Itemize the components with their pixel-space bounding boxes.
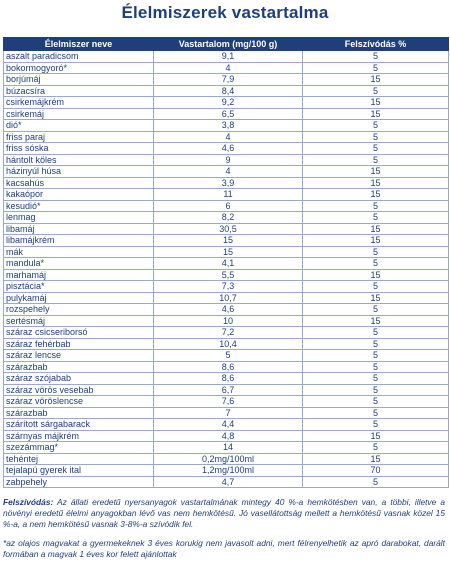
table-row <box>4 166 449 178</box>
cell-food-name: tehéntej <box>4 453 154 465</box>
absorption-text: Az állati eredetű nyersanyagok vastartalmának mintegy 40 %-a hemkötésben van, a többi, illetve a növényi eredetű élelmi anyagokban lévő vas nem hemkötésű. Jó vasellátottság mellett a hemkötésű vasnak közel 15 %-a, a nem hemkötésű vasnak 3-8%-a szívódik fel. <box>3 497 445 530</box>
cell-absorption: 15 <box>303 315 449 327</box>
cell-iron-content: 4,6 <box>154 143 303 155</box>
cell-food-name: tejalapú gyerek ital <box>4 465 154 477</box>
table-row <box>4 51 449 63</box>
cell-food-name: száraz lencse <box>4 350 154 362</box>
table-row <box>4 131 449 143</box>
cell-absorption: 15 <box>303 453 449 465</box>
table-row <box>4 74 449 86</box>
table-row <box>4 143 449 155</box>
cell-food-name: mandula* <box>4 258 154 270</box>
cell-food-name: kacsahús <box>4 177 154 189</box>
cell-iron-content: 7,3 <box>154 281 303 293</box>
cell-iron-content: 1,2mg/100ml <box>154 465 303 477</box>
cell-absorption: 15 <box>303 235 449 247</box>
cell-absorption: 5 <box>303 373 449 385</box>
table-row <box>4 476 449 488</box>
table-row <box>4 108 449 120</box>
cell-iron-content: 4,1 <box>154 258 303 270</box>
table-row <box>4 97 449 109</box>
cell-food-name: lenmag <box>4 212 154 224</box>
table-row <box>4 442 449 454</box>
cell-iron-content: 9 <box>154 154 303 166</box>
table-row <box>4 62 449 74</box>
cell-food-name: száraz vörös vesebab <box>4 384 154 396</box>
table-row <box>4 430 449 442</box>
table-row <box>4 235 449 247</box>
cell-food-name: száraz csicseriborsó <box>4 327 154 339</box>
cell-absorption: 5 <box>303 327 449 339</box>
cell-iron-content: 8,6 <box>154 361 303 373</box>
cell-absorption: 70 <box>303 465 449 477</box>
cell-iron-content: 7 <box>154 407 303 419</box>
cell-iron-content: 5 <box>154 350 303 362</box>
cell-food-name: friss paraj <box>4 131 154 143</box>
cell-food-name: csirkemáj <box>4 108 154 120</box>
iron-content-table <box>3 37 449 488</box>
table-row <box>4 327 449 339</box>
cell-absorption: 5 <box>303 407 449 419</box>
cell-iron-content: 0,2mg/100ml <box>154 453 303 465</box>
table-row <box>4 120 449 132</box>
table-row <box>4 212 449 224</box>
absorption-note <box>3 497 445 531</box>
cell-iron-content: 6,7 <box>154 384 303 396</box>
header-absorption: Felszívódás % <box>303 38 449 51</box>
cell-absorption: 5 <box>303 384 449 396</box>
cell-iron-content: 11 <box>154 189 303 201</box>
cell-absorption: 5 <box>303 338 449 350</box>
table-row <box>4 315 449 327</box>
table-row <box>4 384 449 396</box>
cell-food-name: száraz vöröslencse <box>4 396 154 408</box>
table-row <box>4 453 449 465</box>
cell-food-name: hántolt köles <box>4 154 154 166</box>
cell-absorption: 5 <box>303 442 449 454</box>
table-row <box>4 304 449 316</box>
table-row <box>4 281 449 293</box>
table-row <box>4 223 449 235</box>
cell-absorption: 15 <box>303 166 449 178</box>
page-title: Élelmiszerek vastartalma <box>121 3 329 22</box>
cell-absorption: 5 <box>303 281 449 293</box>
cell-absorption: 5 <box>303 361 449 373</box>
cell-food-name: csirkemájkrém <box>4 97 154 109</box>
cell-iron-content: 8,6 <box>154 373 303 385</box>
table-row <box>4 419 449 431</box>
cell-food-name: házinyúl húsa <box>4 166 154 178</box>
cell-iron-content: 7,2 <box>154 327 303 339</box>
cell-absorption: 15 <box>303 108 449 120</box>
cell-absorption: 5 <box>303 396 449 408</box>
cell-absorption: 5 <box>303 154 449 166</box>
cell-iron-content: 5,5 <box>154 269 303 281</box>
cell-absorption: 5 <box>303 131 449 143</box>
cell-iron-content: 10 <box>154 315 303 327</box>
cell-iron-content: 8,4 <box>154 85 303 97</box>
cell-food-name: szárazbab <box>4 361 154 373</box>
cell-absorption: 5 <box>303 62 449 74</box>
table-row <box>4 177 449 189</box>
cell-food-name: szárnyas májkrém <box>4 430 154 442</box>
table-row <box>4 350 449 362</box>
cell-absorption: 5 <box>303 304 449 316</box>
cell-absorption: 5 <box>303 476 449 488</box>
cell-food-name: szárazbab <box>4 407 154 419</box>
cell-iron-content: 6,5 <box>154 108 303 120</box>
cell-absorption: 15 <box>303 189 449 201</box>
cell-iron-content: 4 <box>154 131 303 143</box>
cell-food-name: marhamáj <box>4 269 154 281</box>
cell-absorption: 5 <box>303 419 449 431</box>
cell-food-name: borjúmáj <box>4 74 154 86</box>
cell-food-name: szárított sárgabarack <box>4 419 154 431</box>
cell-iron-content: 10,4 <box>154 338 303 350</box>
header-food-name: Élelmiszer neve <box>4 38 154 51</box>
cell-iron-content: 4,8 <box>154 430 303 442</box>
cell-absorption: 5 <box>303 143 449 155</box>
cell-iron-content: 4 <box>154 62 303 74</box>
cell-food-name: mák <box>4 246 154 258</box>
cell-iron-content: 15 <box>154 246 303 258</box>
cell-absorption: 5 <box>303 120 449 132</box>
table-row <box>4 269 449 281</box>
footnote: *az olajos magvakat a gyermekeknek 3 éves korukig nem javasolt adni, mert félrenyelhetik az apró darabokat, darált formában a magvak 1 éves kor felett ajánlottak <box>3 537 445 559</box>
cell-iron-content: 7,6 <box>154 396 303 408</box>
cell-absorption: 5 <box>303 212 449 224</box>
table-row <box>4 85 449 97</box>
cell-food-name: pisztácia* <box>4 281 154 293</box>
table-row <box>4 258 449 270</box>
table-header-row <box>4 38 449 51</box>
cell-absorption: 15 <box>303 177 449 189</box>
cell-food-name: kesudió* <box>4 200 154 212</box>
cell-food-name: száraz fehérbab <box>4 338 154 350</box>
cell-absorption: 5 <box>303 200 449 212</box>
cell-food-name: libamáj <box>4 223 154 235</box>
cell-iron-content: 9,1 <box>154 51 303 63</box>
table-row <box>4 373 449 385</box>
table-row <box>4 396 449 408</box>
cell-food-name: libamájkrém <box>4 235 154 247</box>
cell-absorption: 15 <box>303 223 449 235</box>
cell-food-name: szezámmag* <box>4 442 154 454</box>
cell-food-name: búzacsíra <box>4 85 154 97</box>
cell-food-name: friss sóska <box>4 143 154 155</box>
cell-food-name: sertésmáj <box>4 315 154 327</box>
cell-iron-content: 30,5 <box>154 223 303 235</box>
cell-absorption: 5 <box>303 85 449 97</box>
cell-food-name: kakaópor <box>4 189 154 201</box>
cell-iron-content: 3,8 <box>154 120 303 132</box>
header-iron-content: Vastartalom (mg/100 g) <box>154 38 303 51</box>
cell-food-name: dió* <box>4 120 154 132</box>
cell-absorption: 5 <box>303 258 449 270</box>
cell-iron-content: 4,6 <box>154 304 303 316</box>
table-row <box>4 292 449 304</box>
table-row <box>4 361 449 373</box>
cell-iron-content: 3,9 <box>154 177 303 189</box>
cell-absorption: 15 <box>303 269 449 281</box>
cell-iron-content: 6 <box>154 200 303 212</box>
cell-iron-content: 4,4 <box>154 419 303 431</box>
cell-absorption: 5 <box>303 350 449 362</box>
table-row <box>4 338 449 350</box>
cell-absorption: 15 <box>303 430 449 442</box>
cell-iron-content: 4 <box>154 166 303 178</box>
cell-iron-content: 9,2 <box>154 97 303 109</box>
absorption-label: Felszívódás: <box>3 497 54 507</box>
cell-food-name: pulykamáj <box>4 292 154 304</box>
cell-food-name: rozspehely <box>4 304 154 316</box>
table-row <box>4 154 449 166</box>
table-row <box>4 246 449 258</box>
cell-iron-content: 8,2 <box>154 212 303 224</box>
cell-absorption: 15 <box>303 97 449 109</box>
table-row <box>4 465 449 477</box>
cell-iron-content: 14 <box>154 442 303 454</box>
cell-iron-content: 4,7 <box>154 476 303 488</box>
cell-absorption: 5 <box>303 51 449 63</box>
table-row <box>4 189 449 201</box>
table-row <box>4 407 449 419</box>
cell-absorption: 15 <box>303 74 449 86</box>
notes <box>3 497 445 567</box>
cell-food-name: száraz szójabab <box>4 373 154 385</box>
cell-iron-content: 10,7 <box>154 292 303 304</box>
table-body <box>4 51 449 488</box>
cell-food-name: zabpehely <box>4 476 154 488</box>
cell-absorption: 15 <box>303 292 449 304</box>
table-row <box>4 200 449 212</box>
cell-iron-content: 15 <box>154 235 303 247</box>
cell-food-name: bokormogyoró* <box>4 62 154 74</box>
cell-food-name: aszalt paradicsom <box>4 51 154 63</box>
cell-iron-content: 7,9 <box>154 74 303 86</box>
cell-absorption: 5 <box>303 246 449 258</box>
